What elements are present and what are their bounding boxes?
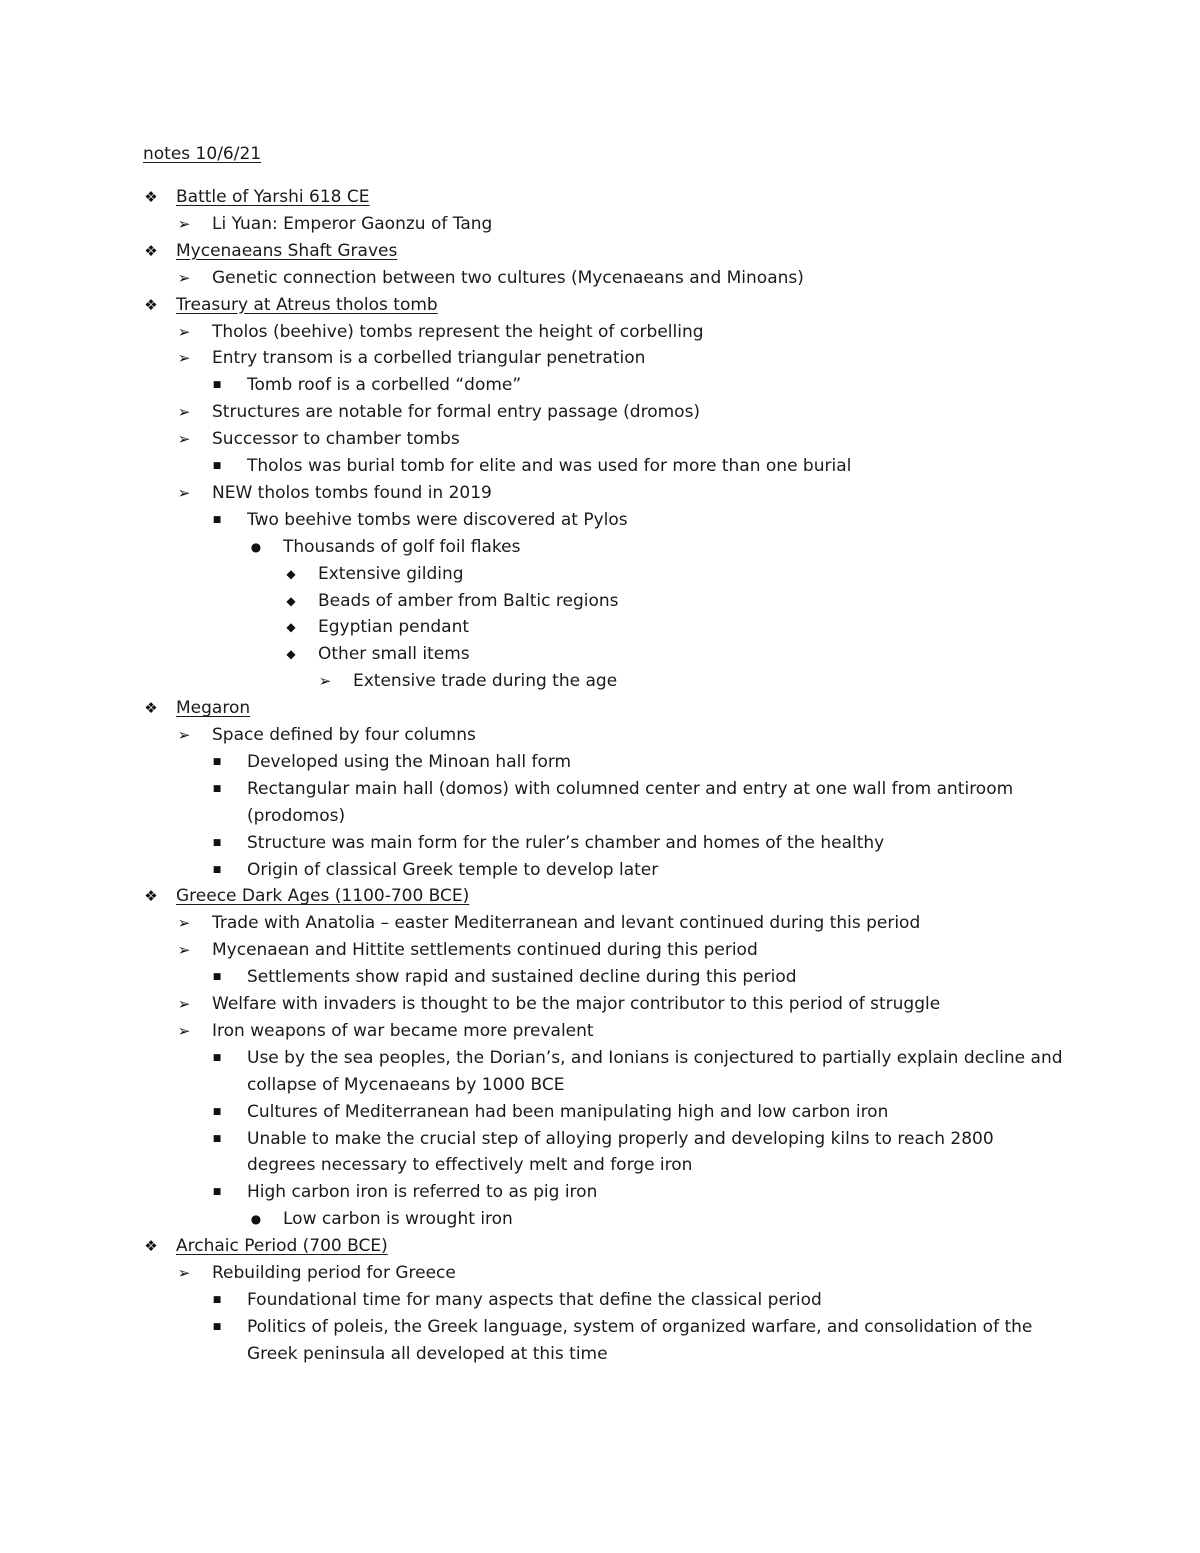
arrowhead-bullet-icon: ➢: [177, 483, 191, 502]
outline-item-level-0: [0, 883, 1200, 909]
outline-item-level-4: [0, 641, 1200, 667]
outline-item-text: Use by the sea peoples, the Dorian’s, and Ionians is conjectured to partially explain decline and: [247, 1047, 1063, 1068]
arrowhead-bullet-icon: ➢: [177, 995, 191, 1013]
outline-item-level-2: [0, 1287, 1200, 1313]
outline-item-level-1: [0, 345, 1200, 371]
outline-item-level-2: [0, 857, 1200, 883]
outline-item-level-1: [0, 265, 1200, 291]
arrowhead-bullet-icon: ➢: [177, 349, 191, 368]
outline-item-level-0: [0, 695, 1200, 721]
outline-item-text: Low carbon is wrought iron: [283, 1209, 513, 1230]
four-diamond-bullet-icon: ❖: [144, 1237, 158, 1256]
diamond-bullet-icon: ◆: [286, 620, 296, 635]
outline-item-text: Origin of classical Greek temple to develop later: [247, 859, 659, 880]
outline-item-level-2: [0, 1179, 1200, 1205]
outline-item-level-1: [0, 1260, 1200, 1286]
section-heading: Megaron: [176, 698, 251, 719]
outline-item-level-1: [0, 480, 1200, 506]
outline-item-level-2: [0, 749, 1200, 775]
outline-item-level-2: [0, 1099, 1200, 1125]
square-bullet-icon: ■: [212, 1133, 222, 1144]
square-bullet-icon: ■: [212, 1294, 222, 1305]
outline-item-text: Iron weapons of war became more prevalent: [212, 1020, 594, 1041]
outline-item-text: Politics of poleis, the Greek language, system of organized warfare, and consolidation of the: [247, 1316, 1033, 1337]
outline-item-text: Two beehive tombs were discovered at Pylos: [247, 509, 628, 530]
outline-item-text: NEW tholos tombs found in 2019: [212, 482, 492, 503]
outline-item-level-4: [0, 588, 1200, 614]
arrowhead-bullet-icon: ➢: [177, 914, 191, 933]
outline-item-text: Unable to make the crucial step of alloying properly and developing kilns to reach 2800: [247, 1128, 994, 1149]
square-bullet-icon: ■: [212, 380, 222, 391]
square-bullet-icon: ■: [212, 1187, 222, 1198]
outline-item-level-1: [0, 1018, 1200, 1044]
outline-item-text: Settlements show rapid and sustained decline during this period: [247, 967, 797, 988]
outline-item-level-4: [0, 614, 1200, 640]
square-bullet-icon: ■: [212, 514, 222, 525]
outline-item-text: Entry transom is a corbelled triangular penetration: [212, 348, 646, 369]
outline-item-level-2: [0, 372, 1200, 398]
outline-item-level-3: [0, 534, 1200, 560]
outline-item-text: Trade with Anatolia – easter Mediterranean and levant continued during this period: [212, 913, 921, 934]
outline-item-text: Tomb roof is a corbelled “dome”: [247, 375, 522, 396]
outline-item-text: Tholos was burial tomb for elite and was used for more than one burial: [247, 456, 852, 476]
four-diamond-bullet-icon: ❖: [144, 295, 158, 314]
outline-item-level-0: [0, 238, 1200, 264]
square-bullet-icon: ■: [212, 837, 222, 848]
outline-item-level-3: [0, 1206, 1200, 1232]
square-bullet-icon: ■: [212, 461, 222, 471]
arrowhead-bullet-icon: ➢: [177, 214, 191, 233]
outline-item-level-1: [0, 937, 1200, 963]
dot-bullet-icon: ●: [250, 539, 262, 554]
outline-item-text: Successor to chamber tombs: [212, 429, 460, 450]
outline-item-level-2: [0, 507, 1200, 533]
four-diamond-bullet-icon: ❖: [144, 241, 158, 260]
outline-item-level-2: [0, 1314, 1200, 1340]
arrowhead-bullet-icon: ➢: [177, 322, 191, 341]
square-bullet-icon: ■: [212, 756, 222, 767]
outline-item-text: Other small items: [318, 644, 470, 665]
arrowhead-bullet-icon: ➢: [177, 403, 191, 422]
outline-item-text: Thousands of golf foil flakes: [283, 536, 521, 557]
square-bullet-icon: ■: [212, 1052, 222, 1063]
section-heading: Battle of Yarshi 618 CE: [176, 187, 370, 207]
arrowhead-bullet-icon: ➢: [177, 941, 191, 960]
diamond-bullet-icon: ◆: [286, 647, 296, 662]
outline-item-text: Rebuilding period for Greece: [212, 1263, 456, 1283]
outline-item-level-1: [0, 319, 1200, 345]
square-bullet-icon: ■: [212, 864, 222, 875]
outline-item-text: Space defined by four columns: [212, 725, 476, 745]
outline-item-text: Extensive trade during the age: [353, 671, 618, 692]
outline-item-continuation: collapse of Mycenaeans by 1000 BCE: [247, 1074, 565, 1095]
dot-bullet-icon: ●: [250, 1212, 262, 1227]
outline-item-continuation: (prodomos): [247, 805, 346, 826]
arrowhead-bullet-icon: ➢: [177, 430, 191, 449]
diamond-bullet-icon: ◆: [286, 566, 296, 581]
square-bullet-icon: ■: [212, 972, 222, 983]
outline-item-continuation: Greek peninsula all developed at this time: [247, 1343, 608, 1364]
outline-item-level-1: [0, 722, 1200, 748]
four-diamond-bullet-icon: ❖: [144, 188, 158, 206]
outline-item-level-0: [0, 184, 1200, 210]
outline-item-text: Li Yuan: Emperor Gaonzu of Tang: [212, 213, 493, 234]
square-bullet-icon: ■: [212, 1321, 222, 1332]
outline-item-level-2: [0, 1045, 1200, 1071]
section-heading: Greece Dark Ages (1100-700 BCE): [176, 886, 470, 907]
outline-item-text: Cultures of Mediterranean had been manipulating high and low carbon iron: [247, 1101, 889, 1122]
outline-item-text: Structures are notable for formal entry passage (dromos): [212, 402, 701, 423]
section-heading: Archaic Period (700 BCE): [176, 1236, 388, 1257]
outline-item-text: Beads of amber from Baltic regions: [318, 590, 619, 611]
square-bullet-icon: ■: [212, 1106, 222, 1117]
outline-item-text: Genetic connection between two cultures (Mycenaeans and Minoans): [212, 267, 804, 288]
outline-item-text: Tholos (beehive) tombs represent the height of corbelling: [212, 321, 704, 342]
arrowhead-bullet-icon: ➢: [177, 726, 191, 744]
outline-item-text: Developed using the Minoan hall form: [247, 751, 572, 772]
outline-item-text: Egyptian pendant: [318, 617, 470, 638]
outline-item-level-1: [0, 426, 1200, 452]
page-title: notes 10/6/21: [143, 144, 262, 164]
outline-item-text: High carbon iron is referred to as pig iron: [247, 1182, 598, 1203]
four-diamond-bullet-icon: ❖: [144, 699, 158, 718]
outline-item-level-1: [0, 211, 1200, 237]
outline-item-level-0: [0, 1233, 1200, 1259]
section-heading: Treasury at Atreus tholos tomb: [176, 294, 438, 315]
arrowhead-bullet-icon: ➢: [177, 1264, 191, 1282]
outline-item-level-0: [0, 292, 1200, 318]
outline-item-text: Foundational time for many aspects that define the classical period: [247, 1289, 822, 1310]
outline-item-level-1: [0, 910, 1200, 936]
outline-item-level-1: [0, 991, 1200, 1017]
four-diamond-bullet-icon: ❖: [144, 887, 158, 906]
arrowhead-bullet-icon: ➢: [318, 672, 332, 691]
square-bullet-icon: ■: [212, 783, 222, 794]
outline-item-level-1: [0, 399, 1200, 425]
outline-item-text: Structure was main form for the ruler’s chamber and homes of the healthy: [247, 832, 885, 853]
outline-item-level-2: [0, 453, 1200, 479]
outline-item-level-2: [0, 964, 1200, 990]
outline-item-level-4: [0, 561, 1200, 587]
outline-item-level-2: [0, 830, 1200, 856]
outline-item-text: Extensive gilding: [318, 563, 464, 584]
outline-item-text: Welfare with invaders is thought to be the major contributor to this period of struggle: [212, 994, 941, 1014]
section-heading: Mycenaeans Shaft Graves: [176, 240, 398, 261]
outline-item-level-5: [0, 668, 1200, 694]
outline-item-level-2: [0, 776, 1200, 802]
outline-item-level-2: [0, 1126, 1200, 1152]
outline-item-text: Mycenaean and Hittite settlements continued during this period: [212, 940, 758, 961]
arrowhead-bullet-icon: ➢: [177, 268, 191, 287]
diamond-bullet-icon: ◆: [286, 593, 296, 608]
outline-item-continuation: degrees necessary to effectively melt and forge iron: [247, 1155, 693, 1176]
outline-item-text: Rectangular main hall (domos) with columned center and entry at one wall from antiroom: [247, 778, 1014, 799]
arrowhead-bullet-icon: ➢: [177, 1021, 191, 1040]
